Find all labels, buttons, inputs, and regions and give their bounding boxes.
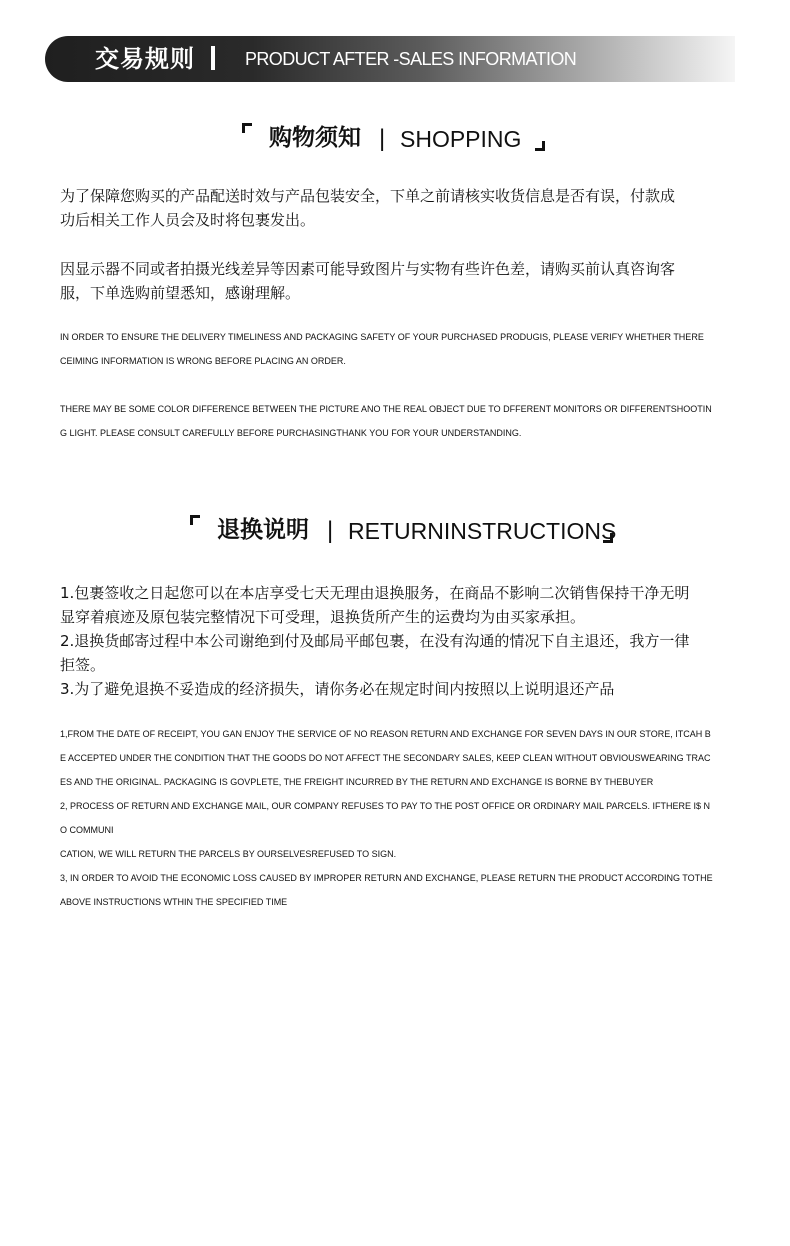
text-line: 功后相关工作人员会及时将包裹发出。 bbox=[60, 211, 316, 229]
text-line: 3.为了避免退换不妥造成的经济损失，请你务必在规定时间内按照以上说明退还产品 bbox=[60, 680, 615, 698]
corner-bracket-top-left-icon bbox=[242, 123, 252, 133]
text-line: 拒签。 bbox=[60, 656, 106, 674]
text-line: 1,FROM THE DATE OF RECEIPT, YOU GAN ENJOY THE SERVICE OF NO REASON RETURN AND EXCHANGE FOR SEVEN DAYS IN OUR STORE, ITCAH B bbox=[60, 729, 711, 739]
shopping-title-separator: | bbox=[379, 125, 386, 152]
shopping-cn-paragraph-2 bbox=[60, 257, 730, 305]
text-line: 显穿着痕迹及原包装完整情况下可受理，退换货所产生的运费均为由买家承担。 bbox=[60, 608, 586, 626]
returns-cn-text bbox=[60, 581, 730, 701]
corner-bracket-top-left-icon bbox=[190, 515, 200, 525]
shopping-title-en: SHOPPING bbox=[400, 126, 522, 152]
text-line: CATION, WE WILL RETURN THE PARCELS BY OURSELVESREFUSED TO SIGN. bbox=[60, 849, 397, 859]
shopping-heading bbox=[242, 123, 547, 163]
corner-bracket-bottom-right-icon bbox=[603, 533, 613, 543]
text-line: THERE MAY BE SOME COLOR DIFFERENCE BETWEEN THE PICTURE ANO THE REAL OBJECT DUE TO DFFERENT MONITORS OR DIFFERENTSHOOTIN bbox=[60, 404, 712, 414]
text-line: CEIMING INFORMATION IS WRONG BEFORE PLACING AN ORDER. bbox=[60, 356, 346, 366]
shopping-title-cn: 购物须知 bbox=[269, 125, 361, 151]
text-line: 因显示器不同或者拍摄光线差异等因素可能导致图片与实物有些许色差，请购买前认真咨询客 bbox=[60, 260, 676, 278]
returns-en-text bbox=[60, 722, 732, 914]
returns-title-en: RETURNINSTRUCTIONS bbox=[348, 518, 617, 544]
returns-title-separator: | bbox=[327, 517, 334, 544]
text-line: IN ORDER TO ENSURE THE DELIVERY TIMELINESS AND PACKAGING SAFETY OF YOUR PURCHASED PRODUGIS, PLEASE VERIFY WHETHER THERE bbox=[60, 332, 704, 342]
text-line: 1.包裹签收之日起您可以在本店享受七天无理由退换服务，在商品不影响二次销售保持干净无明 bbox=[60, 584, 690, 602]
text-line: E ACCEPTED UNDER THE CONDITION THAT THE GOODS DO NOT AFFECT THE SECONDARY SALES, KEEP CLEAN WITHOUT OBVIOUSWEARING TRAC bbox=[60, 753, 711, 763]
text-line: 2, PROCESS OF RETURN AND EXCHANGE MAIL, OUR COMPANY REFUSES TO PAY TO THE POST OFFICE OR ORDINARY MAIL PARCELS. IFTHERE I$ N bbox=[60, 801, 710, 811]
header-banner bbox=[45, 36, 735, 82]
text-line: 3, IN ORDER TO AVOID THE ECONOMIC LOSS CAUSED BY IMPROPER RETURN AND EXCHANGE, PLEASE RETURN THE PRODUCT ACCORDING TOTHE bbox=[60, 873, 713, 883]
text-line: ABOVE INSTRUCTIONS WTHIN THE SPECIFIED TIME bbox=[60, 897, 288, 907]
returns-title-cn: 退换说明 bbox=[217, 517, 309, 543]
text-line: ES AND THE ORIGINAL. PACKAGING IS GOVPLETE, THE FREIGHT INCURRED BY THE RETURN AND EXCHANGE IS BORNE BY THEBUYER bbox=[60, 777, 654, 787]
corner-bracket-bottom-right-icon bbox=[535, 141, 545, 151]
banner-title: 交易规则 bbox=[95, 45, 195, 73]
returns-heading bbox=[190, 515, 615, 555]
shopping-en-paragraph-2 bbox=[60, 397, 732, 445]
text-line: 2.退换货邮寄过程中本公司谢绝到付及邮局平邮包裹，在没有沟通的情况下自主退还，我方一律 bbox=[60, 632, 690, 650]
banner-divider bbox=[211, 46, 215, 70]
text-line: O COMMUNI bbox=[60, 825, 114, 835]
shopping-cn-paragraph-1 bbox=[60, 184, 730, 232]
text-line: G LIGHT. PLEASE CONSULT CAREFULLY BEFORE PURCHASINGTHANK YOU FOR YOUR UNDERSTANDING. bbox=[60, 428, 522, 438]
banner-subtitle: PRODUCT AFTER -SALES INFORMATION bbox=[245, 49, 577, 69]
text-line: 服，下单选购前望悉知，感谢理解。 bbox=[60, 284, 301, 302]
shopping-en-paragraph-1 bbox=[60, 325, 732, 373]
text-line: 为了保障您购买的产品配送时效与产品包装安全，下单之前请核实收货信息是否有误，付款成 bbox=[60, 187, 676, 205]
